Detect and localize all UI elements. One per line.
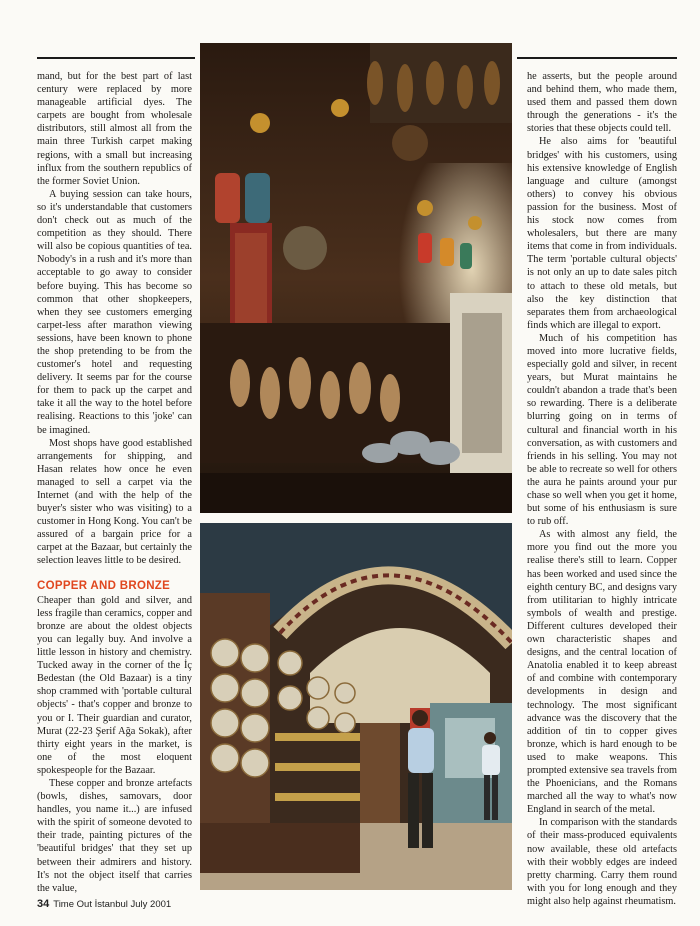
top-rule-left bbox=[37, 57, 195, 59]
paragraph: As with almost any field, the more you find out the more you realise there's still to learn. Copper has been worked and used since the eighth century BC, and designs vary from utilitarian to highly intricate symbols of wealth and prestige. Different cultures developed their own characteristic shapes and designs, and the central location of Anatolia enabled it to keep abreast of and combine with contemporary developments in design and technology. The most significant advance was the discovery that the addition of tin to copper gives bronze, which is hard enough to be used to make weapons. This prompted extensive sea travels from the Phoenicians, and the Romans marched all the way to what's now England in search of the metal. bbox=[527, 529, 677, 816]
article-column-left bbox=[37, 70, 192, 895]
page-number: 34 bbox=[37, 898, 50, 910]
paragraph: Much of his competition has moved into more lucrative fields, especially gold and silver, in recent years, but Murat maintains he couldn't abandon a trade that's been so rewarding. There is a deliberate blurring going on in terms of cultural and financial worth in his conversation, as with customers and friends in his selling. You may not be able to recreate so well for others the aura he paints around your pur chase so well when you get it home, but some of his enthusiasm is sure to rub off. bbox=[527, 332, 677, 528]
paragraph: A buying session can take hours, so it's understandable that customers don't check out as much of the competition as they should. There will also be copious quantities of tea. Nobody's in a rush and it's more than acceptable to go away to consider before buying. This has become so common that other shopkeepers, when they see customers emerging carpet-less after marathon viewing sessions, have been known to phone the shop pretending to be from the customer's hotel and requesting delivery. It seems par for the course for them to pack up the carpet and take it all the way to the hotel before realising. Reactions to this 'joke' can be imagined. bbox=[37, 188, 192, 436]
paragraph: mand, but for the best part of last century were replaced by more manageable artificial dyes. The carpets are bought from wholesale distributors, still almost all from the main three Turkish carpet making regions, with a small but increasing influx from the southern republics of the former Soviet Union. bbox=[37, 71, 192, 187]
paragraph: Cheaper than gold and silver, and less fragile than ceramics, copper and bronze are about the oldest objects you can legally buy. And involve a little lesson in history and chemistry. Tucked away in the corner of the İç Bedestan (the Old Bazaar) is a tiny shop crammed with 'portable cultural objects' - that's copper and bronze to you or I. Their guardian and curator, Murat (22-23 Şerif Ağa Sokak), after thirty eight years in the market, is one of the most eloquent spokespeople for the Bazaar. bbox=[37, 594, 192, 776]
paragraph: He also aims for 'beautiful bridges' with his customers, using his extensive knowledge of English language and culture (amongst others) to convey his obvious passion for the business. Most of his stock now comes from wholesalers, but there are many items that come in from individuals. The term 'portable cultural objects' is not only an up to date sales pitch to attach to these old metals, but also the key distinction that separates them from archaeological finds which are illegal to export. bbox=[527, 136, 677, 331]
article-column-right bbox=[527, 70, 677, 908]
bazaar-lamp-shop-photo bbox=[200, 43, 512, 513]
top-rule-right bbox=[517, 57, 677, 59]
paragraph: These copper and bronze artefacts (bowls, dishes, samovars, door handles, you name it...) are infused with the spirit of someone devoted to their trade, painting pictures of the 'beautiful bridges' that they set up between their admirers and history. It's not the object itself that carries the value, bbox=[37, 777, 192, 894]
paragraph: he asserts, but the people around and behind them, who made them, used them and passed them down through the generations - it's the stories that these objects could tell. bbox=[527, 71, 677, 135]
paragraph: In comparison with the standards of their mass-produced equivalents now available, these old artefacts with their wobbly edges are indeed pretty charming. Carry them round with you for long enough and they might also help against rheumatism. bbox=[527, 817, 677, 907]
publication-credit: Time Out İstanbul July 2001 bbox=[53, 899, 172, 910]
bazaar-arcade-photo bbox=[200, 523, 512, 890]
paragraph: Most shops have good established arrangements for shipping, and Hasan relates how once he even managed to sell a carpet via the Internet (and with the help of the buyer's sister who was visiting) to a customer in Hong Kong. You can't be assured of a bargain price for a carpet at the Bazaar, but certainly the selection leaves little to be desired. bbox=[37, 437, 192, 567]
section-heading: COPPER AND BRONZE bbox=[37, 579, 171, 592]
page-footer bbox=[37, 898, 171, 910]
